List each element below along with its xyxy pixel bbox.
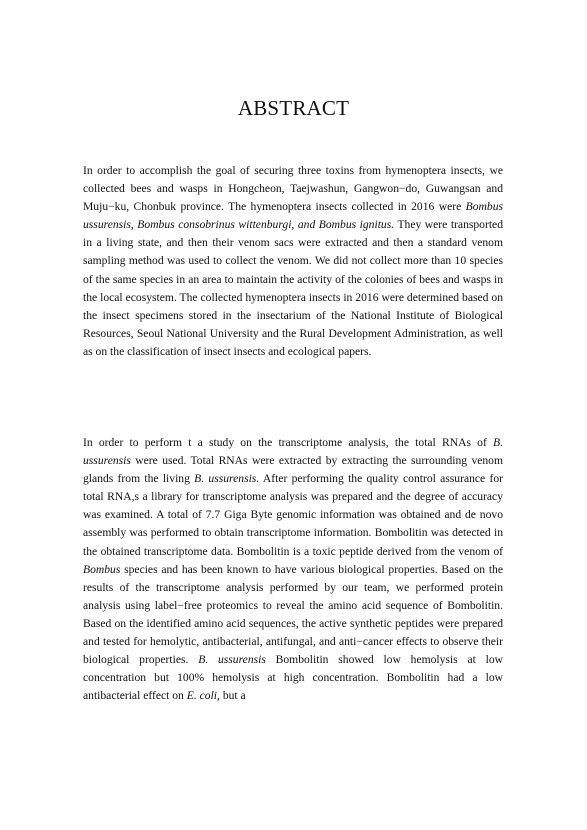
italic-text-run: B. ussurensis [83,436,503,468]
italic-text-run: B. ussurensis. [194,472,260,486]
text-run: They were transported in a living state, and then their venom sacs were extracted and then a standard venom sampling method was used to collect the venom. We did not collect more than 10 species of the same species in an area to maintain the activity of the colonies of bees and wasps in the local ecosystem. The collected hymenoptera insects in 2016 were determined based on the insect specimens stored in the insectarium of the National Institute of Biological Resources, Seoul National University and the Rural Development Administration, as well as on the classification of insect insects and ecological papers. [83,218,503,358]
abstract-paragraph-1 [83,162,503,361]
text-run: Bombolitin showed low hemolysis at low concentration but 100% hemolysis at high concentration. Bombolitin had a low antibacterial effect on [83,653,503,703]
italic-text-run: Bombus [83,562,121,576]
text-run: were used. Total RNAs were extracted by extracting the surrounding venom glands from the living [83,454,503,486]
text-run: After performing the quality control assurance for total RNA,s a library for transcriptome analysis was prepared and the degree of accuracy was examined. A total of 7.7 Giga Byte genomic information was obtained and de novo assembly was performed to obtain transcriptome information. Bombolitin was detected in the obtained transcriptome data. Bombolitin is a toxic peptide derived from the venom of [83,472,503,558]
italic-text-run: Bombus ussurensis, Bombus consobrinus wittenburgi, and Bombus ignitus. [83,200,503,232]
abstract-paragraph-2 [83,434,503,705]
text-run: but a [219,689,246,703]
italic-text-run: B. ussurensis [198,653,266,667]
abstract-title: ABSTRACT [237,96,350,120]
text-run: In order to accomplish the goal of securing three toxins from hymenoptera insects, we collected bees and wasps in Hongcheon, Taejwashun, Gangwon−do, Guwangsan and Muju−ku, Chonbuk province. The hymenoptera insects collected in 2016 were [83,164,503,214]
text-run: In order to perform t a study on the transcriptome analysis, the total RNAs of [83,436,494,449]
italic-text-run: E. coli, [186,689,220,703]
text-run: species and has been known to have various biological properties. Based on the results of the transcriptome analysis performed by our team, we performed protein analysis using label−free proteomics to reveal the amino acid sequence of Bombolitin. Based on the identified amino acid sequences, the active synthetic peptides were prepared and tested for hemolytic, antibacterial, antifungal, and anti−cancer effects to observe their biological properties. [83,562,503,667]
